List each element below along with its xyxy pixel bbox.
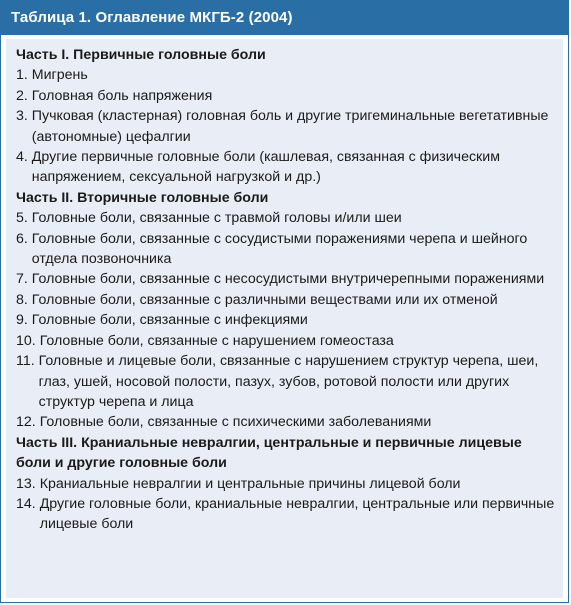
table-title: Таблица 1. Оглавление МКГБ-2 (2004) — [1, 1, 568, 35]
list-item — [16, 351, 559, 412]
item-text: Пучковая (кластерная) головная боль и другие тригеминальные вегетативные (автономные) цефалгии — [31, 108, 549, 145]
list-item — [16, 229, 559, 270]
list-item — [16, 147, 559, 188]
list-item — [16, 290, 559, 310]
list-item — [16, 208, 559, 228]
item-text: Головные боли, связанные с различными веществами или их отменой — [31, 291, 498, 308]
item-text: Головные боли, связанные с сосудистыми поражениями черепа и шейного отдела позвоночника — [31, 230, 528, 268]
item-number: 8. — [16, 291, 28, 308]
item-number: 6. — [16, 230, 28, 247]
item-text: Головные боли, связанные с нарушением гомеостаза — [39, 332, 394, 349]
item-number: 11. — [16, 353, 35, 370]
item-number: 14. — [16, 495, 36, 512]
part-heading: Часть III. Краниальные невралгии, центральные и первичные лицевые боли и другие головные боли — [16, 434, 522, 472]
list-item — [16, 494, 559, 535]
list-item — [16, 310, 559, 330]
item-number: 5. — [16, 210, 28, 227]
item-text: Головные боли, связанные с инфекциями — [31, 312, 308, 329]
item-text: Головные и лицевые боли, связанные с нарушением структур черепа, шеи, глаз, ушей, носовой полости, пазух, зубов, ротовой полости или других структур черепа и лица — [38, 353, 539, 410]
list-item — [16, 412, 559, 432]
item-text: Головные боли, связанные с психическими заболеваниями — [39, 414, 432, 431]
part-heading: Часть I. Первичные головные боли — [16, 47, 266, 63]
item-number: 13. — [16, 475, 36, 492]
item-number: 7. — [16, 271, 28, 288]
list-item — [16, 86, 559, 106]
item-number: 12. — [16, 414, 36, 431]
item-text: Головные боли, связанные с несосудистыми внутричерепными поражениями — [31, 271, 545, 288]
item-number: 10. — [16, 332, 36, 349]
table-content — [6, 39, 563, 598]
item-text: Краниальные невралгии и центральные причины лицевой боли — [39, 475, 461, 492]
item-number: 3. — [16, 108, 28, 125]
list-item — [16, 331, 559, 351]
part-heading: Часть II. Вторичные головные боли — [16, 189, 269, 206]
list-item — [16, 65, 559, 85]
item-number: 2. — [16, 87, 28, 104]
list-item — [16, 269, 559, 289]
list-item — [16, 474, 559, 494]
list-item — [16, 106, 559, 147]
item-text: Мигрень — [31, 67, 88, 84]
item-text: Другие первичные головные боли (кашлевая, связанная с физическим напряжением, сексуальной нагрузкой и др.) — [31, 149, 500, 186]
item-text: Головные боли, связанные с травмой головы и/или шеи — [31, 210, 402, 227]
item-number: 9. — [16, 312, 28, 329]
item-text: Головная боль напряжения — [31, 87, 213, 104]
item-number: 4. — [16, 149, 28, 166]
item-text: Другие головные боли, краниальные невралгии, центральные или первичные лицевые боли — [39, 495, 555, 533]
item-number: 1. — [16, 67, 28, 84]
